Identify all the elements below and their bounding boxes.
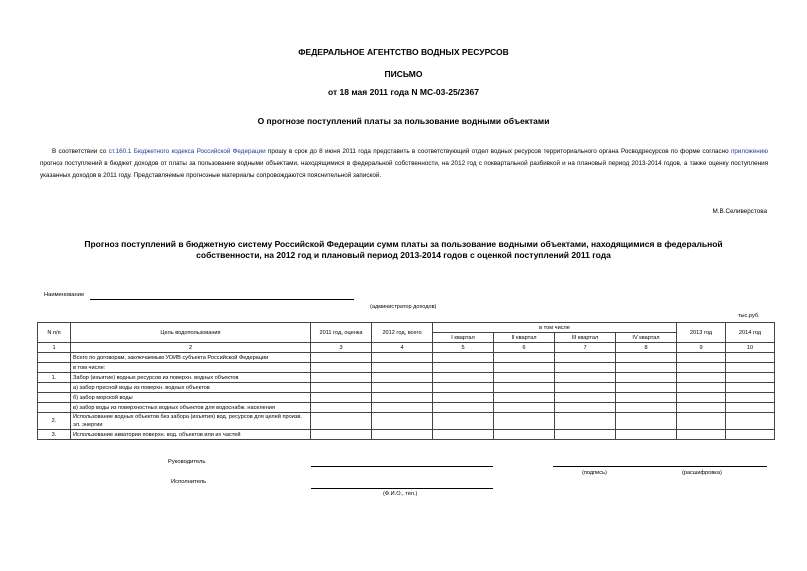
head-signature-line [311, 466, 493, 467]
executor-line [311, 488, 493, 489]
document-date-number: от 18 мая 2011 года N МС-03-25/2367 [328, 87, 479, 97]
executor-label: Исполнитель [171, 479, 207, 485]
table-row [38, 413, 775, 430]
appendix-link[interactable]: приложению [730, 148, 768, 155]
row-label: Использование акватории поверхн. вод. объектов или их частей [71, 430, 311, 440]
row-label: а) забор пресной воды из поверхн. водных объектов [71, 383, 311, 393]
column-number: 1 [38, 343, 71, 353]
row-number [38, 353, 71, 363]
administrator-note: (администратор доходов) [370, 304, 437, 310]
column-number: 3 [311, 343, 372, 353]
row-number [38, 363, 71, 373]
row-number [38, 393, 71, 403]
row-number [38, 383, 71, 393]
table-row [38, 373, 775, 383]
column-number: 2 [71, 343, 311, 353]
header-2011-estimate: 2011 год, оценка [311, 323, 372, 343]
name-label: Наименование [44, 292, 85, 298]
row-label: в том числе: [71, 363, 311, 373]
header-2013: 2013 год [677, 323, 726, 343]
column-number-row [38, 343, 775, 353]
budget-code-link[interactable]: ст.160.1 Бюджетного кодекса Российской Федерации [108, 148, 266, 155]
decoding-note: (расшифровка) [682, 470, 722, 476]
header-q4: IV квартал [616, 333, 677, 343]
header-including: в том числе [433, 323, 677, 333]
agency-name: ФЕДЕРАЛЬНОЕ АГЕНТСТВО ВОДНЫХ РЕСУРСОВ [298, 47, 509, 57]
header-2012-total: 2012 год, всего [372, 323, 433, 343]
header-q3: III квартал [555, 333, 616, 343]
document-type: ПИСЬМО [384, 69, 423, 79]
head-label: Руководитель [168, 459, 206, 465]
column-number: 6 [494, 343, 555, 353]
row-label: в) забор воды из поверхностных водных объектов для водоснабж. населения [71, 403, 311, 413]
row-number: 2. [38, 413, 71, 430]
column-number: 5 [433, 343, 494, 353]
header-2014: 2014 год [726, 323, 775, 343]
table-row [38, 383, 775, 393]
signature-note: (подпись) [582, 470, 607, 476]
head-decoding-line [553, 466, 767, 467]
signer-name: М.В.Селиверстова [712, 208, 767, 215]
letter-body [40, 146, 768, 182]
header-q2: II квартал [494, 333, 555, 343]
document-subject: О прогнозе поступлений платы за пользование водными объектами [257, 116, 550, 126]
table-row [38, 363, 775, 373]
report-title: Прогноз поступлений в бюджетную систему Российской Федерации сумм платы за пользование водными объектами, находящимися в федеральной собственности, на 2012 год и плановый период 2013-2014 годов с оценкой поступлений 2011 года [84, 239, 723, 260]
row-number [38, 403, 71, 413]
row-label: б) забор морской воды [71, 393, 311, 403]
name-underline [90, 299, 354, 300]
row-number: 3. [38, 430, 71, 440]
header-q1: I квартал [433, 333, 494, 343]
column-number: 7 [555, 343, 616, 353]
row-label: Всего по договорам, заключаемым УОИВ субъекта Российской Федерации [71, 353, 311, 363]
table-row [38, 353, 775, 363]
table-row [38, 403, 775, 413]
forecast-table [37, 322, 775, 440]
header-num: N п/п [38, 323, 71, 343]
row-label: Забор (изъятие) водных ресурсов из поверхн. водных объектов [71, 373, 311, 383]
column-number: 8 [616, 343, 677, 353]
row-number: 1. [38, 373, 71, 383]
table-row [38, 393, 775, 403]
fio-note: (Ф.И.О., тел.) [383, 491, 418, 497]
units-label: тыс.руб. [738, 313, 760, 319]
column-number: 10 [726, 343, 775, 353]
body-text-part: прошу в срок до 8 июня 2011 года представить в соответствующий отдел водных ресурсов территориального органа Росводресурсов по форме согласно [265, 148, 731, 155]
table-row [38, 430, 775, 440]
row-label: Использование водных объектов без забора (изъятия) вод. ресурсов для целей произв. эл. энергии [71, 413, 311, 430]
column-number: 9 [677, 343, 726, 353]
header-purpose: Цель водопользования [71, 323, 311, 343]
column-number: 4 [372, 343, 433, 353]
body-text-part: прогноз поступлений в бюджет доходов от платы за пользование водными объектами, находящимися в федеральной собственности, на 2012 год с поквартальной разбивкой и на плановый период 2013-2014 годов, а также оценку поступления указанных доходов в 2011 году. Представляемые прогнозные материалы сопровождаются пояснительной запиской. [40, 160, 768, 179]
body-text-part: В соответствии со [52, 148, 109, 155]
